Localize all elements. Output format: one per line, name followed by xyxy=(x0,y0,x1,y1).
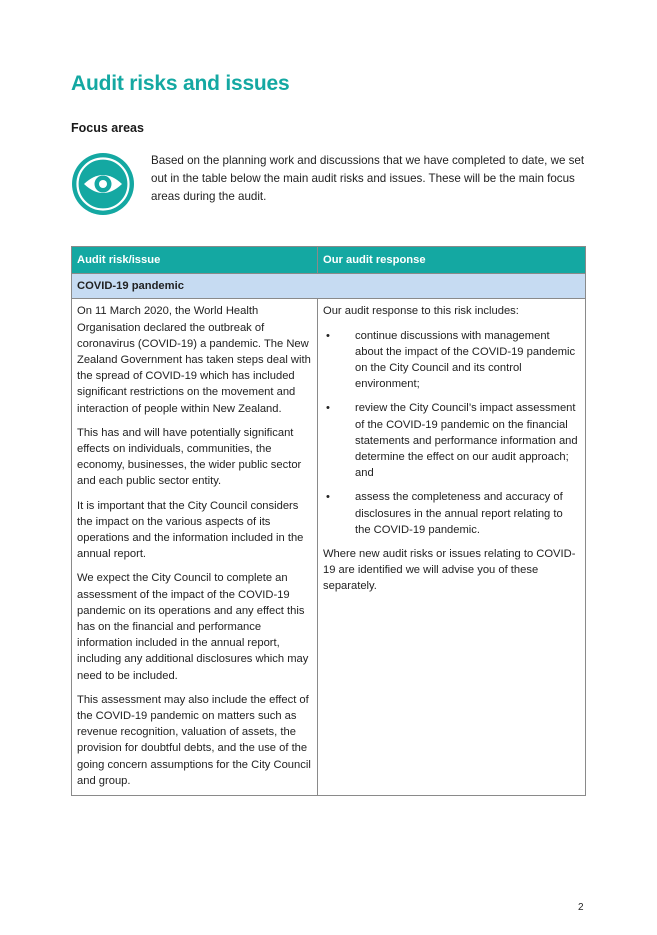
response-list xyxy=(323,328,580,538)
list-item: • assess the completeness and accuracy of disclosures in the annual report relating to the COVID-19 pandemic. xyxy=(323,489,580,538)
table-header-row xyxy=(72,247,586,274)
eye-icon xyxy=(72,153,134,215)
response-intro: Our audit response to this risk includes: xyxy=(323,305,519,318)
page-title: Audit risks and issues xyxy=(71,72,290,95)
intro-text: Based on the planning work and discussions that we have completed to date, we set out in the table below the main audit risks and issues. These will be the main focus areas during the audit. xyxy=(151,154,585,203)
list-item: • continue discussions with management about the impact of the COVID-19 pandemic on the City Council and its control environment; xyxy=(323,328,580,393)
response-cell xyxy=(318,299,586,796)
risk-paragraph: We expect the City Council to complete an assessment of the impact of the COVID-19 pandemic on its operations and any effect this has on the financial and performance information included in the annual report, including any additional disclosures which may need to be included. xyxy=(77,572,309,682)
risk-paragraph: It is important that the City Council considers the impact on the various aspects of its operations and the information included in the annual report. xyxy=(77,499,304,561)
audit-risks-table xyxy=(71,246,586,796)
risk-paragraph: On 11 March 2020, the World Health Organisation declared the outbreak of coronavirus (COVID-19) a pandemic. The New Zealand Government has taken steps deal with the spread of COVID-19 which has included significant restrictions on the movement and interaction of people within New Zealand. xyxy=(77,305,311,415)
risk-cell xyxy=(72,299,318,796)
risk-paragraph: This has and will have potentially significant effects on individuals, communities, the economy, businesses, the wider public sector and each public sector entity. xyxy=(77,426,302,488)
section-row xyxy=(72,274,586,299)
response-closing: Where new audit risks or issues relating to COVID-19 are identified we will advise you of these separately. xyxy=(323,548,576,593)
page-number: 2 xyxy=(578,902,584,913)
section-title: COVID-19 pandemic xyxy=(72,274,586,299)
risk-column-header: Audit risk/issue xyxy=(72,247,318,274)
risk-paragraph: This assessment may also include the effect of the COVID-19 pandemic on matters such as revenue recognition, valuation of assets, the provision for doubtful debts, and the use of the going concern assumptions for the City Council and group. xyxy=(77,693,311,787)
response-column-header: Our audit response xyxy=(318,247,586,274)
table-row xyxy=(72,299,586,796)
list-item: • review the City Council’s impact assessment of the COVID-19 pandemic on the financial statements and performance information and determine the effect on our audit approach; and xyxy=(323,400,580,481)
focus-areas-heading: Focus areas xyxy=(71,121,144,135)
